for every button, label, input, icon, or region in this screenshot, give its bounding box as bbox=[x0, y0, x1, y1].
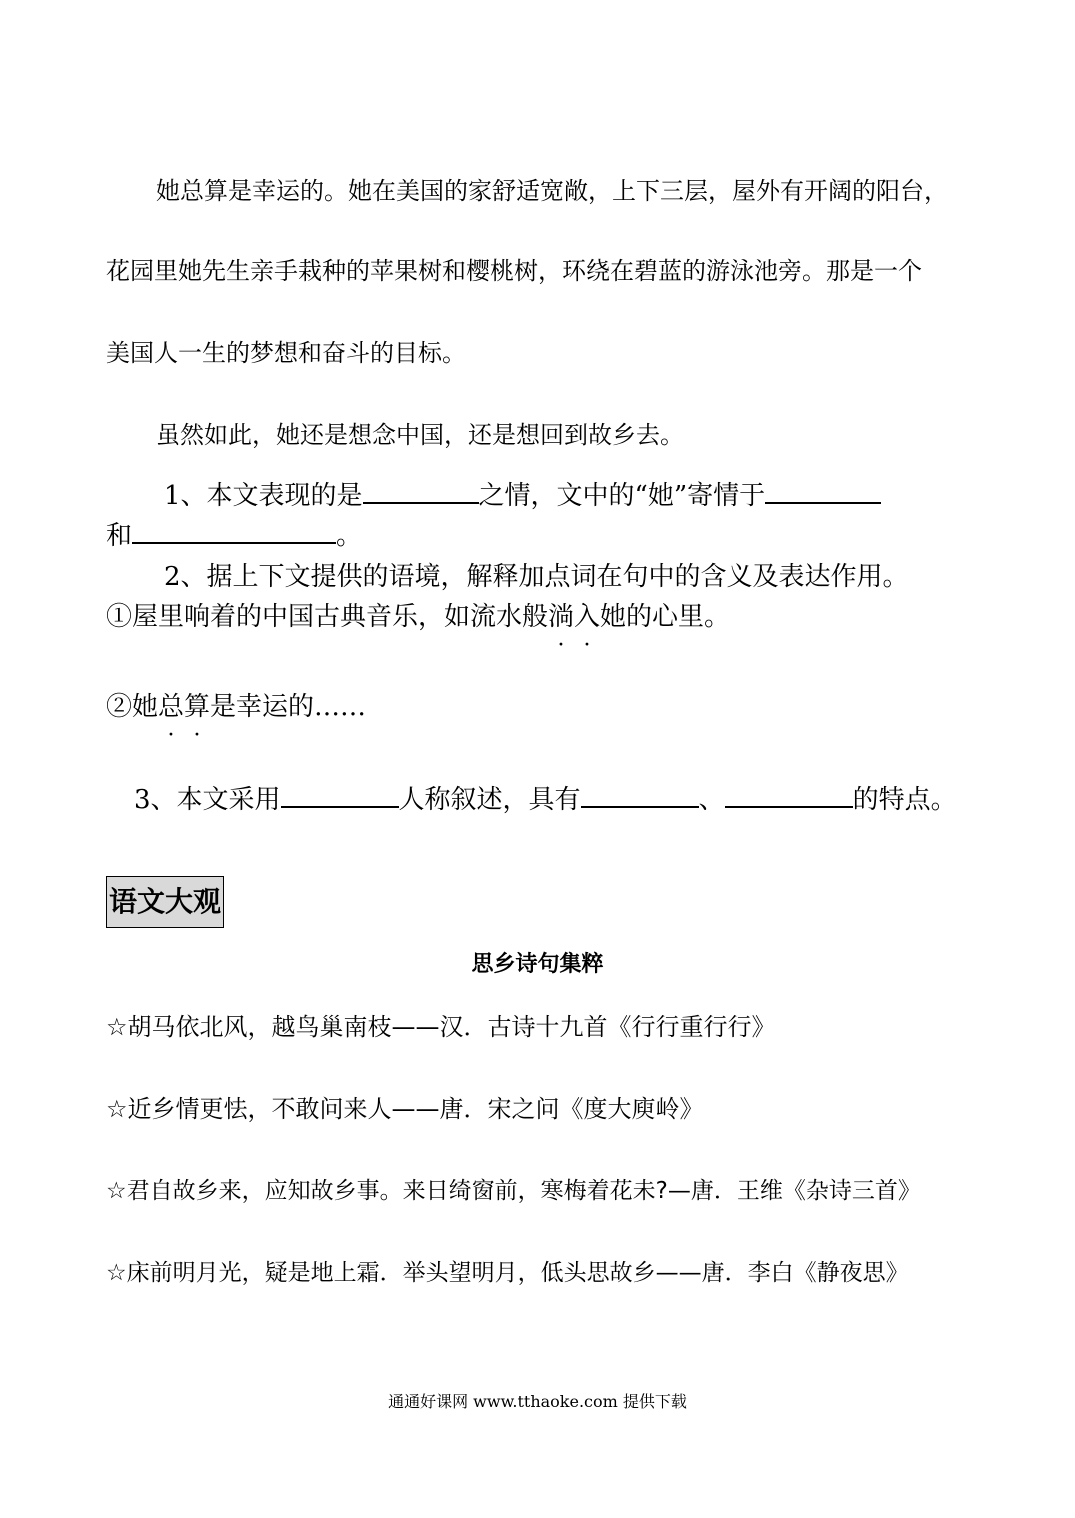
passage-line-2: 花园里她先生亲手栽种的苹果树和樱桃树，环绕在碧蓝的游泳池旁。那是一个 bbox=[106, 257, 922, 285]
question-3-text-d: 的特点。 bbox=[852, 785, 957, 815]
passage-line-1: 她总算是幸运的。她在美国的家舒适宽敞，上下三层，屋外有开阔的阳台， bbox=[156, 177, 948, 205]
poem-line: ☆君自故乡来，应知故乡事。来日绮窗前，寒梅着花未?—唐．王维《杂诗三首》 bbox=[106, 1178, 921, 1204]
poem-line: ☆床前明月光，疑是地上霜．举头望明月，低头思故乡——唐．李白《静夜思》 bbox=[106, 1260, 909, 1286]
question-2-item-1-post: 她的心里。 bbox=[600, 602, 731, 632]
answer-blank[interactable] bbox=[725, 784, 853, 808]
dotted-word-char: 入 bbox=[574, 602, 601, 632]
question-2: 2、据上下文提供的语境，解释加点词在句中的含义及表达作用。 bbox=[164, 562, 909, 592]
question-1-text-a: 1、本文表现的是 bbox=[164, 481, 363, 511]
question-2-item-2-pre: ②她 bbox=[106, 692, 159, 722]
question-1-text-d: 。 bbox=[336, 521, 363, 551]
poem-line: ☆胡马依北风，越鸟巢南枝——汉．古诗十九首《行行重行行》 bbox=[106, 1013, 776, 1041]
question-1-line-2 bbox=[106, 520, 362, 551]
section-heading: 语文大观 bbox=[106, 876, 224, 928]
question-1-text-b: 之情，文中的“她”寄情于 bbox=[478, 481, 766, 511]
answer-blank[interactable] bbox=[132, 520, 336, 544]
question-1-line-1 bbox=[164, 480, 881, 511]
question-2-item-1 bbox=[106, 602, 730, 632]
question-2-item-2-post: 是幸运的…… bbox=[210, 692, 367, 722]
dotted-word-char: 总 bbox=[158, 692, 185, 722]
poem-line: ☆近乡情更怯，不敢问来人——唐．宋之问《度大庾岭》 bbox=[106, 1095, 704, 1123]
section-title: 思乡诗句集粹 bbox=[471, 952, 604, 977]
page-footer: 通通好课网 www.tthaoke.com 提供下载 bbox=[388, 1392, 687, 1411]
dotted-word-char: 淌 bbox=[548, 602, 575, 632]
question-2-item-1-pre: ①屋里响着的中国古典音乐，如流水般 bbox=[106, 602, 549, 632]
answer-blank[interactable] bbox=[581, 784, 699, 808]
question-3 bbox=[134, 784, 957, 815]
answer-blank[interactable] bbox=[363, 480, 479, 504]
question-1-text-c: 和 bbox=[106, 521, 133, 551]
question-3-text-b: 人称叙述，具有 bbox=[398, 785, 581, 815]
question-3-text-c: 、 bbox=[698, 785, 725, 815]
question-2-item-2 bbox=[106, 692, 366, 722]
passage-line-3: 美国人一生的梦想和奋斗的目标。 bbox=[106, 339, 466, 367]
answer-blank[interactable] bbox=[765, 480, 881, 504]
answer-blank[interactable] bbox=[281, 784, 399, 808]
question-3-text-a: 3、本文采用 bbox=[134, 785, 281, 815]
dotted-word-char: 算 bbox=[184, 692, 211, 722]
passage-paragraph-2: 虽然如此，她还是想念中国，还是想回到故乡去。 bbox=[156, 421, 684, 449]
